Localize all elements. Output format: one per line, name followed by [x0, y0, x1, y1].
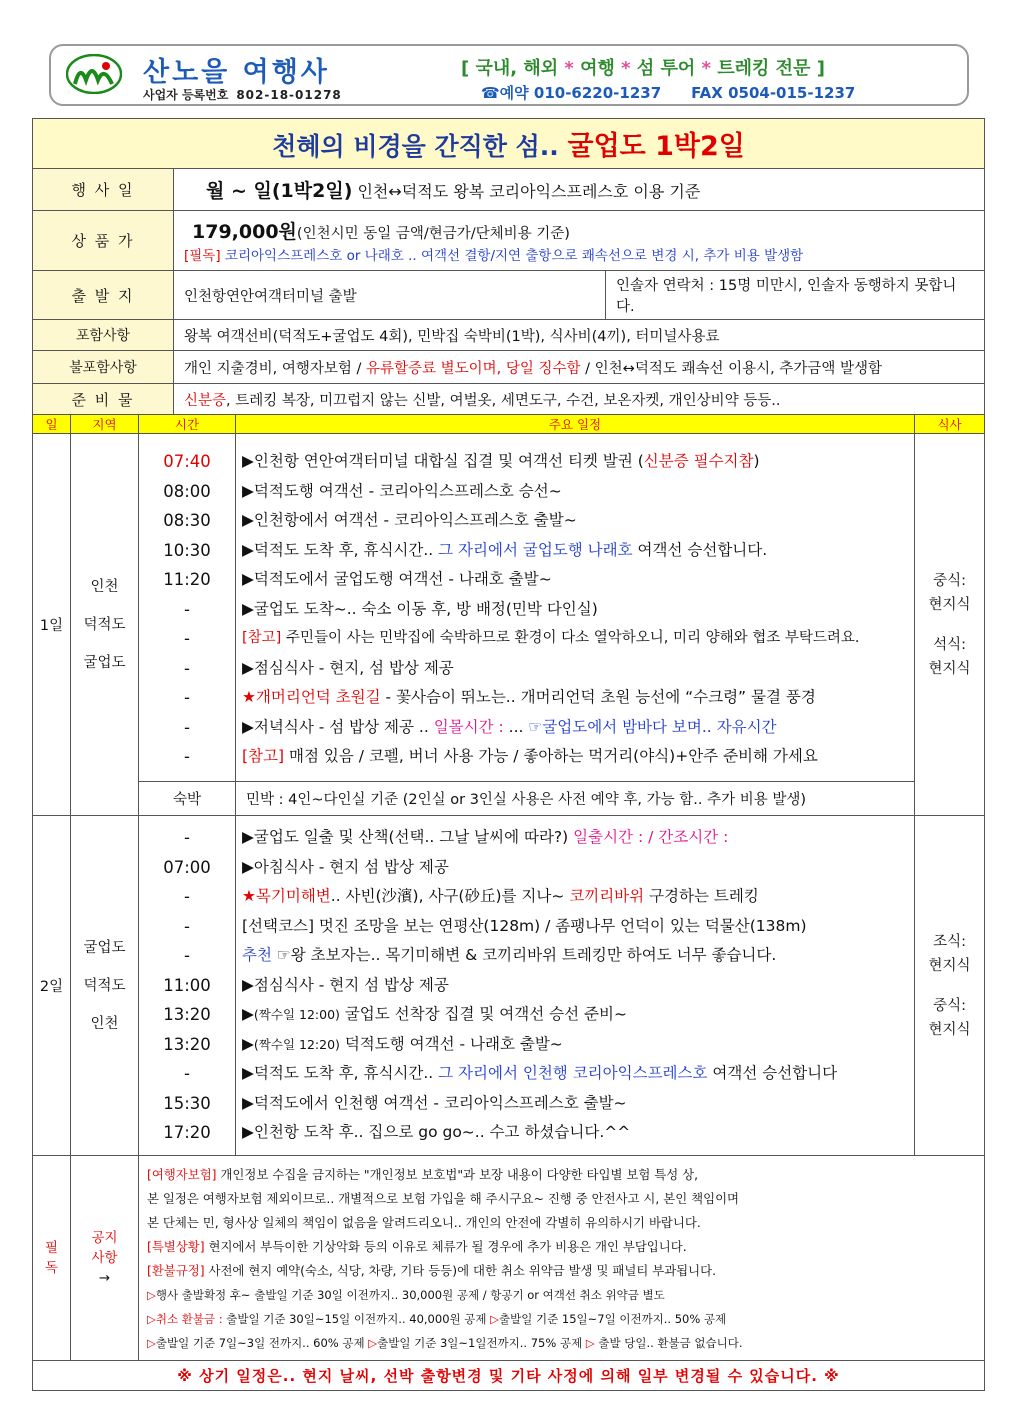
depart-value: 인천항연안여객터미널 출발 [174, 271, 606, 320]
must-read-label: 필 독 [33, 1156, 71, 1361]
business-number: 사업자 등록번호 802-18-01278 [143, 88, 342, 102]
day1-label: 1일 [33, 434, 71, 816]
brand-name: 산노을 여행사 [143, 57, 330, 88]
day2-meals: 조식: 현지식 중식: 현지식 [915, 816, 985, 1156]
footer-note: ※ 상기 일정은.. 현지 날씨, 선박 출항변경 및 기타 사정에 의해 일부 변경될 수 있습니다. ※ [33, 1361, 985, 1391]
col-area: 지역 [71, 415, 139, 434]
page-title: 천혜의 비경을 간직한 섬.. 굴업도 1박2일 [33, 119, 985, 169]
excluded-value: 개인 지출경비, 여행자보험 / 유류할증료 별도이며, 당일 징수함 / 인천↔덕적도 쾌속선 이용시, 추가금액 발생함 [174, 351, 985, 384]
included-label: 포함사항 [33, 320, 174, 351]
day1-row [33, 434, 985, 782]
price-value: 179,000원(인천시민 동일 금액/현금가/단체비용 기준) [필독] 코리아익스프레스호 or 나래호 .. 여객선 결항/지연 출항으로 쾌속선으로 변경 시, 추가 비용 발생함 [174, 211, 985, 271]
col-meal: 식사 [915, 415, 985, 434]
included-value: 왕복 여객선비(덕적도+굴업도 4회), 민박집 숙박비(1박), 식사비(4끼), 터미널사용료 [174, 320, 985, 351]
day2-areas: 굴업도 덕적도 인천 [71, 816, 139, 1156]
excluded-label: 불포함사항 [33, 351, 174, 384]
price-label: 상 품 가 [33, 211, 174, 271]
notice-label: 공지 사항 → [71, 1156, 139, 1361]
itinerary-table [32, 118, 985, 1391]
title-row [33, 119, 985, 169]
logo-icon [66, 54, 122, 94]
schedule-header [33, 415, 985, 434]
day2-times: - 07:00 - - - 11:00 13:20 13:20 - 15:30 17:20 [139, 816, 236, 1156]
notice-body: [여행자보험] 개인정보 수집을 금지하는 "개인정보 보호법"과 보장 내용이 다양한 타입별 보험 특성 상, 본 일정은 여행자보험 제외이므로.. 개별적으로 보험 가입을 해 주시구요~ 진행 중 안전사고 시, 본인 책임이며 본 단체는 민, 형사상 일체의 책임이 없음을 알려드리오니.. 개인의 안전에 각별히 유의하시기 바랍니다. [특별상황] 현지에서 부득이한 기상악화 등의 이유로 체류가 될 경우에 추가 비용은 개인 부담입니다. [환불규정] 사전에 현지 예약(숙소, 식당, 차량, 기타 등등)에 대한 취소 위약금 발생 및 패널티 부과됩니다. ▷행사 출발확정 후~ 출발일 기준 30일 이전까지.. 30,000원 공제 / 항공기 or 여객선 취소 위약금 별도 ▷취소 환불금 : 출발일 기준 30일~15일 이전까지.. 40,000원 공제 ▷출발일 기준 15일~7일 이전까지.. 50% 공제 ▷출발일 기준 7일~3일 전까지.. 60% 공제 ▷출발일 기준 3일~1일전까지.. 75% 공제 ▷ 출발 당일.. 환불금 없습니다. [139, 1156, 985, 1361]
day1-times: 07:40 08:00 08:30 10:30 11:20 - - - - - - [139, 434, 236, 782]
day1-stay-row [33, 782, 985, 816]
day2-row [33, 816, 985, 1156]
col-day: 일 [33, 415, 71, 434]
slogan: [ 국내, 해외 * 여행 * 섬 투어 * 트레킹 전문 ] [461, 58, 825, 79]
stay-value: 민박 : 4인~다인실 기준 (2인실 or 3인실 사용은 사전 예약 후, 가능 함.. 추가 비용 발생) [236, 782, 915, 816]
prep-label: 준 비 물 [33, 384, 174, 415]
guardian-note: 인솔자 연락처 : 15명 미만시, 인솔자 동행하지 못합니다. [606, 271, 985, 320]
header-banner [49, 44, 969, 106]
date-label: 행 사 일 [33, 169, 174, 211]
notice-row [33, 1156, 985, 1361]
day2-schedule: ▶굴업도 일출 및 산책(선택.. 그날 날씨에 따라?) 일출시간 : / 간조시간 : ▶아침식사 - 현지 섬 밥상 제공 ★목기미해변.. 사빈(沙濱), 사구(砂丘)를 지나~ 코끼리바위 구경하는 트레킹 [선택코스] 멋진 조망을 보는 연평산(128m) / 좀팽나무 언덕이 있는 덕물산(138m) 추천 ☞왕 초보자는.. 목기미해변 & 코끼리바위 트레킹만 하여도 너무 좋습니다. ▶점심식사 - 현지 섬 밥상 제공 ▶(짝수일 12:00) 굴업도 선착장 집결 및 여객선 승선 준비~ ▶(짝수일 12:20) 덕적도행 여객선 - 나래호 출발~ ▶덕적도 도착 후, 휴식시간.. 그 자리에서 인천행 코리아익스프레스호 여객선 승선합니다 ▶덕적도에서 인천행 여객선 - 코리아익스프레스호 출발~ ▶인천항 도착 후.. 집으로 go go~.. 수고 하셨습니다.^^ [236, 816, 915, 1156]
col-schedule: 주요 일정 [236, 415, 915, 434]
day1-areas: 인천 덕적도 굴업도 [71, 434, 139, 816]
col-time: 시간 [139, 415, 236, 434]
day1-schedule: ▶인천항 연안여객터미널 대합실 집결 및 여객선 티켓 발권 (신분증 필수지참) ▶덕적도행 여객선 - 코리아익스프레스호 승선~ ▶인천항에서 여객선 - 코리아익스프레스호 출발~ ▶덕적도 도착 후, 휴식시간.. 그 자리에서 굴업도행 나래호 여객선 승선합니다. ▶덕적도에서 굴업도행 여객선 - 나래호 출발~ ▶굴업도 도착~.. 숙소 이동 후, 방 배정(민박 다인실) [참고] 주민들이 사는 민박집에 숙박하므로 환경이 다소 열악하오니, 미리 양해와 협조 부탁드려요. ▶점심식사 - 현지, 섬 밥상 제공 ★개머리언덕 초원길 - 꽃사슴이 뛰노는.. 개머리언덕 초원 능선에 “수크령” 물결 풍경 ▶저녁식사 - 섬 밥상 제공 .. 일몰시간 : ... ☞굴업도에서 밤바다 보며.. 자유시간 [참고] 매점 있음 / 코펠, 버너 사용 가능 / 좋아하는 먹거리(야식)+안주 준비해 가세요 [236, 434, 915, 782]
day1-meals: 중식: 현지식 석식: 현지식 [915, 434, 985, 816]
phone: ☎예약 010-6220-1237 [481, 84, 662, 102]
fax: FAX 0504-015-1237 [691, 84, 856, 102]
prep-value: 신분증, 트레킹 복장, 미끄럽지 않는 신발, 여벌옷, 세면도구, 수건, 보온자켓, 개인상비약 등등.. [174, 384, 985, 415]
contact-info [481, 82, 855, 103]
date-value: 월 ~ 일(1박2일) 인천↔덕적도 왕복 코리아익스프레스호 이용 기준 [174, 169, 985, 211]
depart-label: 출 발 지 [33, 271, 174, 320]
stay-label: 숙박 [139, 782, 236, 816]
day2-label: 2일 [33, 816, 71, 1156]
